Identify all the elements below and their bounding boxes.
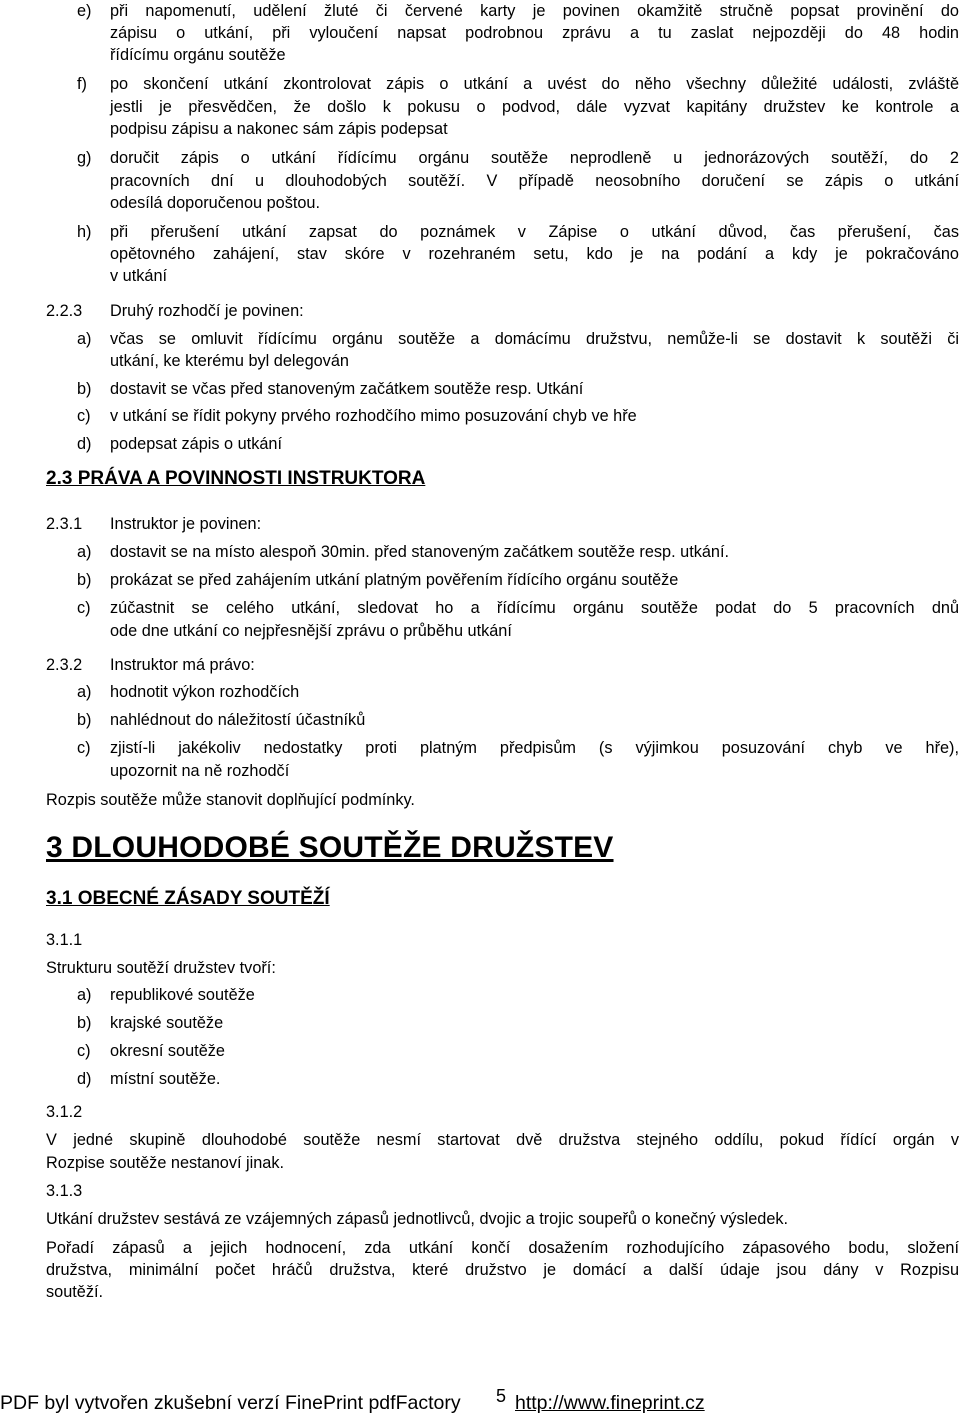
item-label: a): [77, 986, 92, 1004]
item-line: krajské soutěže: [110, 1014, 224, 1032]
item-label: d): [77, 1070, 92, 1088]
footer-text: PDF byl vytvořen zkušební verzí FinePrint pdfFactory: [0, 1392, 461, 1414]
item-g-line-1: doručit zápis o utkání řídícímu orgánu soutěže neprodleně u jednorázových soutěží, do 2: [110, 149, 959, 167]
item-line: ode dne utkání co nejpřesnější zprávu o průběhu utkání: [110, 622, 512, 640]
section-heading-text: Instruktor je povinen:: [110, 515, 262, 533]
section-number: 3.1.2: [46, 1103, 83, 1121]
item-line: zjistí-li jakékoliv nedostatky proti platným předpisům (s výjimkou posuzování chyb ve hře),: [110, 739, 959, 757]
paragraph-line: Pořadí zápasů a jejich hodnocení, zda utkání končí dosažením rozhodujícího zápasového bodu, složení: [46, 1239, 959, 1257]
item-line: zúčastnit se celého utkání, sledovat ho a řídícímu orgánu soutěže podat do 5 pracovních dnů: [110, 599, 959, 617]
item-line: utkání, ke kterému byl delegován: [110, 352, 349, 370]
item-f-line-1: po skončení utkání zkontrolovat zápis o utkání a uvést do něho všechny důležité události, zvláště: [110, 75, 959, 93]
item-line: hodnotit výkon rozhodčích: [110, 683, 300, 701]
item-line: dostavit se včas před stanoveným začátkem soutěže resp. Utkání: [110, 380, 584, 398]
footer-link[interactable]: http://www.fineprint.cz: [515, 1392, 705, 1414]
section-number: 3.1.1: [46, 931, 83, 949]
item-label: d): [77, 435, 92, 453]
rozpis-note: Rozpis soutěže může stanovit doplňující podmínky.: [46, 791, 415, 809]
item-line: včas se omluvit řídícímu orgánu soutěže a domácímu družstvu, nemůže-li se dostavit k soutěži či: [110, 330, 959, 348]
item-label: e): [77, 2, 92, 20]
item-line: upozornit na ně rozhodčí: [110, 762, 290, 780]
section-number: 2.3.1: [46, 515, 83, 533]
item-g-line-2: pracovních dní u dlouhodobých soutěží. V případě neosobního doručení se zápis o utkání: [110, 172, 959, 190]
item-label: b): [77, 1014, 92, 1032]
item-f-line-3: podpisu zápisu a nakonec sám zápis podepsat: [110, 120, 448, 138]
section-heading-text: Druhý rozhodčí je povinen:: [110, 302, 304, 320]
item-label: b): [77, 711, 92, 729]
item-label: g): [77, 149, 92, 167]
item-label: c): [77, 599, 91, 617]
section-heading: 2.3 PRÁVA A POVINNOSTI INSTRUKTORA: [46, 468, 426, 489]
paragraph-line: družstva, minimální počet hráčů družstva, které družstvo je domácí a další údaje jsou dány v Rozpisu: [46, 1261, 959, 1279]
item-label: b): [77, 380, 92, 398]
item-e-line-1: při napomenutí, udělení žluté či červené karty je povinen okamžitě stručně popsat provinění do: [110, 2, 959, 20]
item-line: prokázat se před zahájením utkání platným pověřením řídícího orgánu soutěže: [110, 571, 679, 589]
item-label: h): [77, 223, 92, 241]
item-h-line-3: v utkání: [110, 267, 168, 285]
page-number: 5: [496, 1386, 507, 1406]
item-label: c): [77, 1042, 91, 1060]
item-label: a): [77, 683, 92, 701]
item-label: f): [77, 75, 87, 93]
item-line: okresní soutěže: [110, 1042, 225, 1060]
paragraph-line: V jedné skupině dlouhodobé soutěže nesmí startovat dvě družstva stejného oddílu, pokud řídící orgán v: [46, 1131, 959, 1149]
section-number: 2.2.3: [46, 302, 83, 320]
item-line: republikové soutěže: [110, 986, 255, 1004]
item-label: c): [77, 407, 91, 425]
section-number: 3.1.3: [46, 1182, 83, 1200]
section-number: 2.3.2: [46, 656, 83, 674]
item-g-line-3: odesílá doporučenou poštou.: [110, 194, 321, 212]
paragraph-line: Utkání družstev sestává ze vzájemných zápasů jednotlivců, dvojic a trojic soupeřů o konečný výsledek.: [46, 1210, 789, 1228]
item-label: a): [77, 543, 92, 561]
paragraph-line: soutěží.: [46, 1283, 104, 1301]
chapter-heading: 3 DLOUHODOBÉ SOUTĚŽE DRUŽSTEV: [46, 831, 614, 864]
item-label: a): [77, 330, 92, 348]
item-label: c): [77, 739, 91, 757]
item-h-line-2: opětovného zahájení, stav skóre v rozehraném setu, kdo je na podání a kdy je pokračováno: [110, 245, 959, 263]
item-line: nahlédnout do náležitostí účastníků: [110, 711, 366, 729]
section-heading-text: Instruktor má právo:: [110, 656, 255, 674]
item-h-line-1: při přerušení utkání zapsat do poznámek v Zápise o utkání důvod, čas přerušení, čas: [110, 223, 959, 241]
item-f-line-2: jestli je přesvědčen, že došlo k pokusu o podvod, dále vyzvat kapitány družstev ke kontrole a: [110, 98, 959, 116]
item-line: místní soutěže.: [110, 1070, 221, 1088]
section-heading: 3.1 OBECNÉ ZÁSADY SOUTĚŽÍ: [46, 888, 330, 909]
item-line: podepsat zápis o utkání: [110, 435, 282, 453]
item-line: v utkání se řídit pokyny prvého rozhodčího mimo posuzování chyb ve hře: [110, 407, 637, 425]
item-e-line-3: řídícímu orgánu soutěže: [110, 46, 286, 64]
item-label: b): [77, 571, 92, 589]
paragraph: Strukturu soutěží družstev tvoří:: [46, 959, 276, 977]
paragraph-line: Rozpise soutěže nestanoví jinak.: [46, 1154, 285, 1172]
item-e-line-2: zápisu o utkání, při vyloučení napsat podrobnou zprávu a tu zaslat nejpozději do 48 hodin: [110, 24, 959, 42]
item-line: dostavit se na místo alespoň 30min. před stanoveným začátkem soutěže resp. utkání.: [110, 543, 730, 561]
